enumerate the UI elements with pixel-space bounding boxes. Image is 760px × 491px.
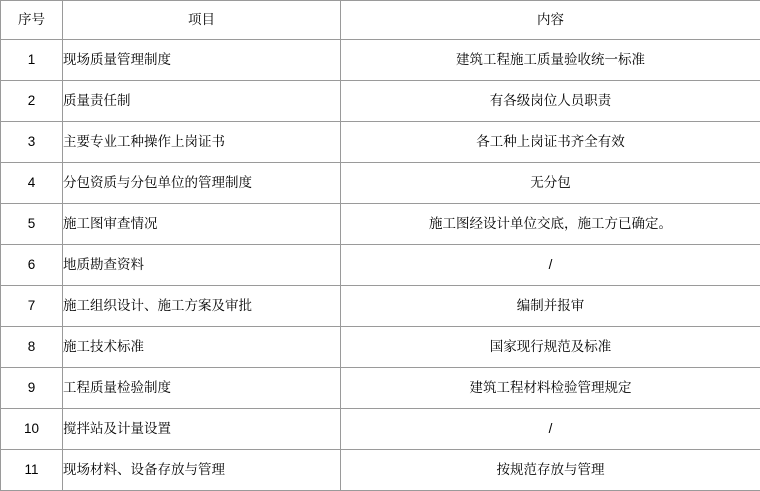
table-row	[1, 368, 760, 409]
cell-content: 编制并报审	[341, 286, 760, 327]
cell-seq: 9	[1, 368, 63, 409]
cell-seq: 10	[1, 409, 63, 450]
cell-seq: 1	[1, 40, 63, 81]
cell-item: 工程质量检验制度	[63, 368, 341, 409]
cell-seq: 2	[1, 81, 63, 122]
cell-item: 现场质量管理制度	[63, 40, 341, 81]
cell-content: 无分包	[341, 163, 760, 204]
cell-seq: 3	[1, 122, 63, 163]
table-row	[1, 245, 760, 286]
cell-content: 施工图经设计单位交底，施工方已确定。	[341, 204, 760, 245]
cell-seq: 4	[1, 163, 63, 204]
cell-item: 施工组织设计、施工方案及审批	[63, 286, 341, 327]
cell-item: 施工技术标准	[63, 327, 341, 368]
cell-item: 分包资质与分包单位的管理制度	[63, 163, 341, 204]
cell-seq: 7	[1, 286, 63, 327]
table-body	[1, 40, 760, 491]
cell-content: 国家现行规范及标准	[341, 327, 760, 368]
table-row	[1, 327, 760, 368]
cell-item: 搅拌站及计量设置	[63, 409, 341, 450]
cell-content: 有各级岗位人员职责	[341, 81, 760, 122]
column-header-item: 项目	[63, 1, 341, 40]
table-row	[1, 81, 760, 122]
cell-content: /	[341, 409, 760, 450]
table-row	[1, 163, 760, 204]
cell-content: /	[341, 245, 760, 286]
cell-seq: 6	[1, 245, 63, 286]
column-header-content: 内容	[341, 1, 760, 40]
cell-content: 建筑工程材料检验管理规定	[341, 368, 760, 409]
cell-item: 主要专业工种操作上岗证书	[63, 122, 341, 163]
cell-seq: 8	[1, 327, 63, 368]
table-row	[1, 286, 760, 327]
cell-seq: 5	[1, 204, 63, 245]
cell-item: 地质勘查资料	[63, 245, 341, 286]
cell-item: 施工图审查情况	[63, 204, 341, 245]
table-row	[1, 40, 760, 81]
cell-item: 质量责任制	[63, 81, 341, 122]
cell-item: 现场材料、设备存放与管理	[63, 450, 341, 491]
table-row	[1, 450, 760, 491]
table-row	[1, 122, 760, 163]
cell-content: 按规范存放与管理	[341, 450, 760, 491]
table-header-row	[1, 1, 760, 40]
table-row	[1, 409, 760, 450]
table-row	[1, 204, 760, 245]
cell-content: 各工种上岗证书齐全有效	[341, 122, 760, 163]
column-header-seq: 序号	[1, 1, 63, 40]
cell-seq: 11	[1, 450, 63, 491]
cell-content: 建筑工程施工质量验收统一标准	[341, 40, 760, 81]
